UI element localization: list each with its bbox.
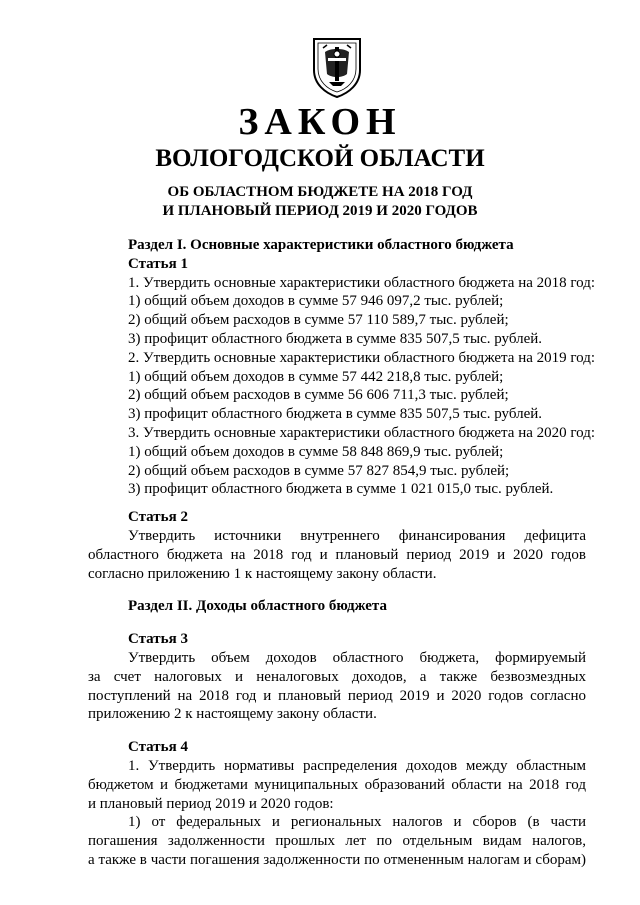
article-paragraph: 1. Утвердить основные характеристики областного бюджета на 2018 год:	[128, 274, 596, 291]
article-paragraph: 1) от федеральных и региональных налогов и сборов (в части	[128, 814, 586, 831]
article-paragraph: 1) общий объем доходов в сумме 57 442 218,8 тыс. рублей;	[128, 368, 504, 385]
document-subtitle: И ПЛАНОВЫЙ ПЕРИОД 2019 И 2020 ГОДОВ	[162, 203, 478, 219]
article-paragraph: и плановый период 2019 и 2020 годов:	[88, 795, 334, 812]
document-body	[88, 236, 596, 870]
article-paragraph: 1) общий объем доходов в сумме 58 848 869,9 тыс. рублей;	[128, 443, 504, 460]
article-paragraph: согласно приложению 1 к настоящему закону области.	[88, 565, 437, 582]
article-paragraph: за счет налоговых и неналоговых доходов, а также безвозмездных	[88, 668, 586, 685]
article-paragraph: областного бюджета на 2018 год и плановый период 2019 и 2020 годов	[88, 546, 586, 563]
article-paragraph: 3) профицит областного бюджета в сумме 1 021 015,0 тыс. рублей.	[128, 481, 554, 498]
article-paragraph: 2) общий объем расходов в сумме 57 827 854,9 тыс. рублей;	[128, 462, 510, 479]
article-heading: Статья 3	[128, 631, 188, 648]
article-heading: Статья 1	[128, 255, 188, 272]
article-paragraph: 3) профицит областного бюджета в сумме 835 507,5 тыс. рублей.	[128, 406, 543, 423]
article-paragraph: поступлений на 2018 год и плановый период 2019 и 2020 годов согласно	[88, 687, 586, 704]
article-heading: Статья 4	[128, 739, 188, 756]
document-subtitle: ОБ ОБЛАСТНОМ БЮДЖЕТЕ НА 2018 ГОД	[167, 184, 473, 200]
article-paragraph: а также в части погашения задолженности по отмененным налогам и сборам)	[88, 851, 586, 868]
section-heading: Раздел I. Основные характеристики областного бюджета	[128, 237, 514, 253]
article-paragraph: 1) общий объем доходов в сумме 57 946 097,2 тыс. рублей;	[128, 293, 504, 310]
article-paragraph: 2) общий объем расходов в сумме 56 606 711,3 тыс. рублей;	[128, 387, 509, 404]
article-paragraph: Утвердить объем доходов областного бюджета, формируемый	[128, 649, 586, 666]
region-title: ВОЛОГОДСКОЙ ОБЛАСТИ	[155, 145, 485, 172]
article-paragraph: 3. Утвердить основные характеристики областного бюджета на 2020 год:	[128, 424, 596, 441]
law-title: ЗАКОН	[238, 101, 402, 143]
coat-of-arms-icon	[311, 34, 363, 98]
article-paragraph: погашения задолженности прошлых лет по отдельным видам налогов,	[88, 833, 586, 850]
section-heading: Раздел II. Доходы областного бюджета	[128, 598, 387, 615]
article-paragraph: 2) общий объем расходов в сумме 57 110 589,7 тыс. рублей;	[128, 312, 509, 329]
article-paragraph: 1. Утвердить нормативы распределения доходов между областным	[128, 757, 586, 774]
article-paragraph: приложению 2 к настоящему закону области.	[88, 706, 377, 723]
article-heading: Статья 2	[128, 509, 188, 526]
article-paragraph: Утвердить источники внутреннего финансирования дефицита	[128, 527, 586, 544]
article-paragraph: бюджетом и бюджетами муниципальных образований области на 2018 год	[88, 776, 586, 793]
article-paragraph: 3) профицит областного бюджета в сумме 835 507,5 тыс. рублей.	[128, 330, 543, 347]
article-paragraph: 2. Утвердить основные характеристики областного бюджета на 2019 год:	[128, 349, 596, 366]
